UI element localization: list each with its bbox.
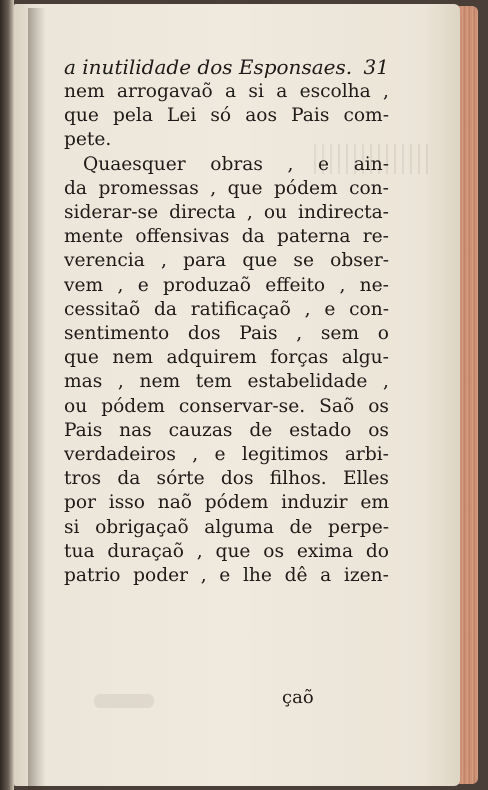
text-line: mente offensivas da paterna re-	[64, 226, 389, 248]
text-line: por isso naõ pódem induzir em	[64, 492, 389, 514]
text-line: vem , e produzaõ effeito , ne-	[64, 274, 389, 296]
text-line: cessitaõ da ratificaçaõ , e con-	[64, 298, 389, 320]
text-line: siderar-se directa , ou indirecta-	[64, 202, 389, 224]
text-line: Quaesquer obras , e ain-	[83, 153, 389, 175]
running-head-title: a inutilidade dos Esponsaes.	[64, 55, 353, 79]
text-line: sentimento dos Pais , sem o	[64, 323, 389, 345]
text-line: verdadeiros , e legitimos arbi-	[64, 444, 389, 466]
text-line: mas , nem tem estabelidade ,	[64, 371, 389, 393]
gutter-shadow	[28, 8, 46, 790]
text-line: da promessas , que pódem con-	[64, 177, 389, 199]
book-page	[14, 4, 460, 786]
text-line: si obrigaçaõ alguma de perpe-	[64, 516, 389, 538]
paper-stain	[94, 694, 154, 708]
running-head	[64, 54, 389, 80]
text-line: pete.	[64, 129, 112, 151]
text-line: que nem adquirem forças algu-	[64, 347, 389, 369]
text-line: que pela Lei só aos Pais com-	[64, 105, 389, 127]
text-block	[64, 54, 389, 588]
text-line: nem arrogavaõ a si a escolha ,	[64, 81, 389, 102]
catchword: çaõ	[282, 687, 314, 708]
text-line: tros da sórte dos filhos. Elles	[64, 468, 389, 490]
text-line: tua duraçaõ , que os exima do	[64, 540, 389, 562]
page-number: 31	[363, 55, 389, 79]
previous-page-edge	[0, 0, 14, 790]
text-line: verencia , para que se obser-	[64, 250, 389, 272]
text-line: ou pódem conservar-se. Saõ os	[64, 395, 389, 417]
text-line: Pais nas cauzas de estado os	[64, 419, 389, 441]
text-line: patrio poder , e lhe dê a izen-	[64, 565, 389, 587]
